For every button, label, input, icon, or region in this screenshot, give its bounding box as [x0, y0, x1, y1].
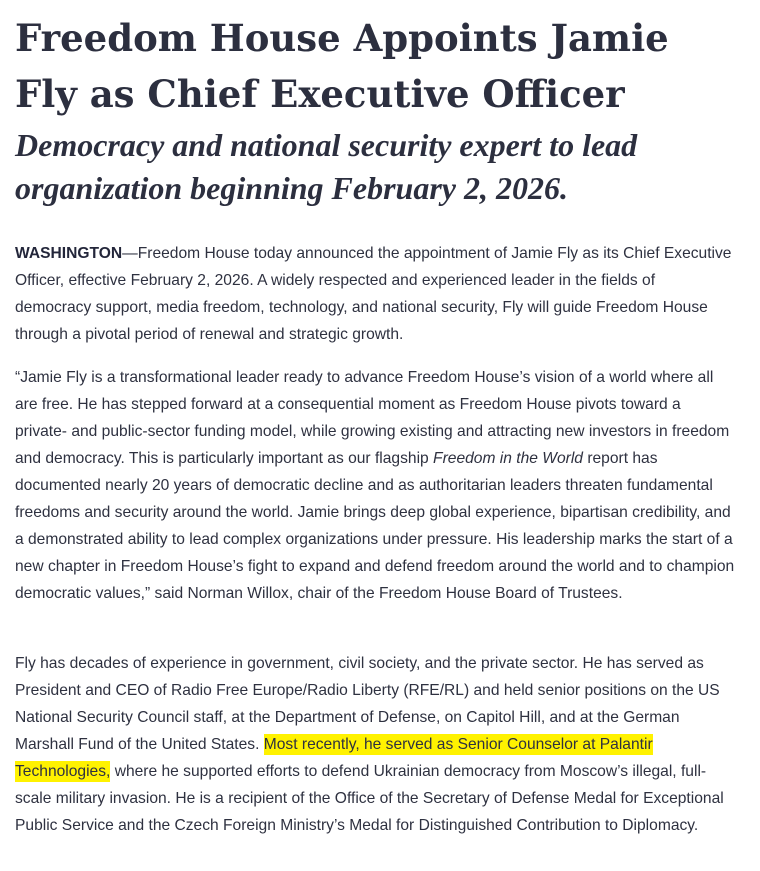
paragraph-1-body: —Freedom House today announced the appointment of Jamie Fly as its Chief Executive Officer, effective February 2, 2026. A widely respected and experienced leader in the fields of democracy support, media freedom, technology, and national security, Fly will guide Freedom House through a pivotal period of renewal and strategic growth. [15, 245, 732, 343]
article-subheadline: Democracy and national security expert to lead organization beginning February 2, 2026. [15, 127, 638, 206]
paragraph-3-text-end: where he supported efforts to defend Ukrainian democracy from Moscow’s illegal, full-scale military invasion. He is a recipient of the Office of the Secretary of Defense Medal for Exceptional Public Service and the Czech Foreign Ministry’s Medal for Distinguished Contribution to Diplomacy. [15, 763, 724, 834]
paragraph-3-text-start: Fly has decades of experience in government, civil society, and the private sector. He has served as President and CEO of Radio Free Europe/Radio Liberty (RFE/RL) and held senior positions on the US National Security Council staff, at the Department of Defense, on Capitol Hill, and at the German Marshall Fund of the United States. [15, 655, 720, 753]
paragraph-2-text-start: “Jamie Fly is a transformational leader ready to advance Freedom House’s vision of a world where all are free. He has stepped forward at a consequential moment as Freedom House pivots toward a private- and public-sector funding model, while growing existing and attracting new investors in freedom and democracy. This is particularly important as our flagship [15, 369, 730, 467]
highlighted-text: Most recently, he served as Senior Counselor at Palantir Technologies, [15, 736, 653, 780]
article-headline: Freedom House Appoints Jamie Fly as Chief Executive Officer [15, 16, 669, 116]
paragraph-1 [15, 240, 735, 348]
publication-title: Freedom in the World [433, 450, 583, 467]
paragraph-2-text-end: report has documented nearly 20 years of democratic decline and as authoritarian leaders threaten fundamental freedoms and security around the world. Jamie brings deep global experience, bipartisan credibility, and a demonstrated ability to lead complex organizations under pressure. His leadership marks the start of a new chapter in Freedom House’s fight to expand and defend freedom around the world and to champion democratic values,” said Norman Willox, chair of the Freedom House Board of Trustees. [15, 450, 735, 602]
paragraph-2 [15, 364, 735, 607]
paragraph-3 [15, 650, 735, 839]
dateline: WASHINGTON [15, 245, 123, 262]
